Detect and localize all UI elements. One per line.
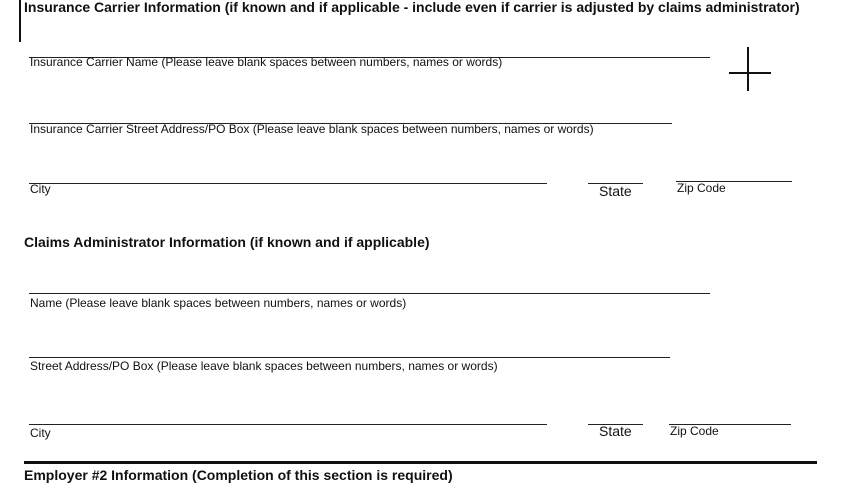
insurance-carrier-city-field[interactable] [29,162,547,182]
left-margin-bar [19,0,21,42]
employer2-heading: Employer #2 Information (Completion of this section is required) [24,467,453,483]
claims-admin-name-line [29,293,710,294]
insurance-carrier-zip-field[interactable] [676,160,792,180]
claims-admin-address-label: Street Address/PO Box (Please leave blank spaces between numbers, names or words) [30,359,498,373]
claims-admin-city-label: City [30,426,51,440]
insurance-carrier-name-label: Insurance Carrier Name (Please leave blank spaces between numbers, names or words) [30,55,503,69]
claims-admin-name-label: Name (Please leave blank spaces between numbers, names or words) [30,296,407,310]
claims-admin-address-line [29,357,670,358]
claims-admin-state-label: State [599,423,632,439]
claims-admin-city-line [29,424,547,425]
insurance-carrier-state-label: State [599,183,632,199]
insurance-carrier-city-line [29,183,547,184]
insurance-carrier-address-field[interactable] [29,102,672,122]
claims-admin-address-field[interactable] [29,336,670,356]
insurance-carrier-city-label: City [30,182,51,196]
insurance-carrier-state-field[interactable] [588,162,643,182]
claims-admin-zip-field[interactable] [669,403,791,423]
crosshair-icon-vertical [747,47,749,91]
claims-admin-state-field[interactable] [588,403,643,423]
crosshair-icon [729,72,771,74]
claims-admin-zip-label: Zip Code [670,424,719,438]
claims-administrator-heading: Claims Administrator Information (if known and if applicable) [24,234,430,250]
insurance-carrier-address-label: Insurance Carrier Street Address/PO Box (Please leave blank spaces between numbers, names or words) [30,122,594,136]
employer2-section-divider [24,461,817,464]
claims-admin-city-field[interactable] [29,403,547,423]
insurance-carrier-name-field[interactable] [29,36,710,56]
claims-admin-name-field[interactable] [29,272,710,292]
insurance-carrier-zip-label: Zip Code [677,181,726,195]
insurance-carrier-heading: Insurance Carrier Information (if known and if applicable - include even if carrier is adjusted by claims administrator) [24,0,800,15]
